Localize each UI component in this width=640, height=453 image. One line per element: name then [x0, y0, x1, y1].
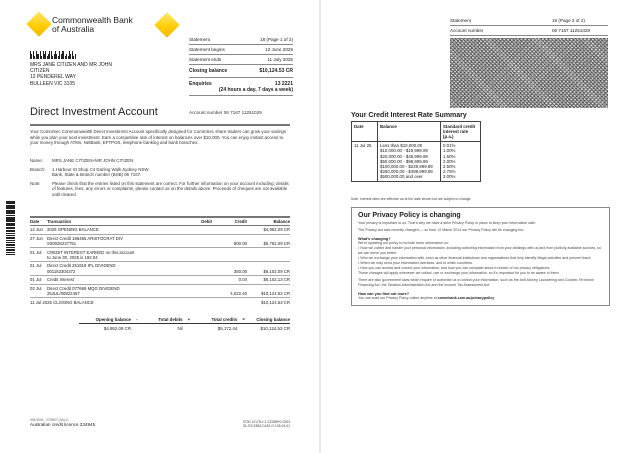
- tier-rate: 3.00%: [443, 174, 456, 180]
- privacy-title: Our Privacy Policy is changing: [358, 212, 461, 219]
- description-line-1: 2025 OPENING BALANCE: [47, 227, 99, 233]
- plus-sign: +: [187, 317, 191, 322]
- transaction-balance: [247, 248, 290, 262]
- rate-header-balance: Balance: [378, 122, 441, 142]
- enquiries-label: Enquiries: [189, 81, 212, 87]
- transaction-credit: 350.00: [212, 262, 247, 276]
- transaction-description: [47, 226, 175, 235]
- header-date: Date: [30, 218, 47, 226]
- tier-balance: $250,000.00 - $499,999.99: [380, 169, 433, 175]
- side-barcode-icon: [6, 201, 15, 255]
- header-debit: Debit: [175, 218, 212, 226]
- header-transaction: Transaction: [47, 218, 175, 226]
- transaction-debit: [175, 284, 212, 298]
- statement-info-box: [189, 35, 293, 96]
- privacy-bullet: • Who we exchange your information with, such as other financial institutions and organisations that help identify illegal activities and prevent fraud.: [358, 256, 603, 261]
- footer-right: [220, 420, 290, 428]
- statement-row-account: [450, 26, 608, 36]
- value: 11 July 2025: [267, 57, 293, 62]
- bank-name-line2: of Australia: [52, 24, 95, 34]
- summary-headers: [79, 317, 290, 324]
- address-line-4: BULLEEN VIC 3105: [30, 80, 76, 87]
- description-line-2: S00025237751: [47, 240, 77, 246]
- privacy-changing-heading: What's changing?: [358, 237, 391, 241]
- summary-closing-label: Closing balance: [256, 317, 290, 322]
- value: $10,124.53 CR: [259, 68, 293, 74]
- privacy-bullet: • How you can access and correct your information, and how you can complain about a breach of our privacy obligations.: [358, 266, 603, 271]
- label: Statement: [450, 18, 471, 23]
- description-line-1: Direct Credit 251919 IPL DIVIDEND: [47, 263, 116, 269]
- transaction-credit: 0.04: [212, 275, 247, 284]
- enquiries: [189, 78, 293, 96]
- summary-closing-value: $10,124.53 CR: [260, 326, 290, 331]
- detail-key: Branch:: [30, 166, 46, 172]
- summary-debits-value: Nil: [177, 326, 183, 331]
- credit-licence: Australian credit licence 234945: [30, 422, 96, 427]
- transaction-date: 01 Jul: [30, 262, 47, 276]
- statement-row-ends: [189, 55, 293, 65]
- tier-rate: 0.01%: [443, 143, 456, 149]
- transaction-row: [30, 248, 290, 262]
- transaction-description: [47, 234, 175, 248]
- closing-desc: 2025 CLOSING BALANCE: [42, 300, 94, 305]
- description-line-2: to June 30, 2025 is 192.04: [47, 254, 98, 260]
- privacy-paragraph: We're updating our policy to include more information on:: [358, 241, 449, 245]
- transaction-row: [30, 284, 290, 298]
- description-line-1: Credit Interest: [47, 277, 74, 283]
- privacy-paragraph: The Privacy Act was recently changed — so from 12 March 2014 our Privacy Policy will be changing too.: [358, 228, 525, 232]
- detail-bsb: Bank, State & Branch number (BSB) 06 7167.: [52, 172, 142, 178]
- transaction-debit: [175, 248, 212, 262]
- label: Closing balance: [189, 68, 228, 74]
- divider: [30, 124, 290, 126]
- account-number: Account number 06 7167 11251029: [189, 110, 262, 115]
- footer-ref-2: SL.R3.S852.D182.O 105.04.01: [243, 424, 290, 429]
- detail-value: Please check that the entries listed on this statement are correct. For further information on your account including; details of features, fees, any errors or complaints, please contact us on the details above. Proceeds of cheques are not available until cleared.: [52, 180, 289, 197]
- privacy-bullet: • When we may send your information overseas, and to which countries.: [358, 261, 603, 266]
- statement-row-closing-balance: [189, 65, 293, 78]
- tier-rate: 2.75%: [443, 169, 456, 175]
- tier-rate: 1.50%: [443, 153, 456, 159]
- rate-summary-title: Your Credit Interest Rate Summary: [351, 112, 467, 119]
- transaction-row: [30, 234, 290, 248]
- bank-name: [52, 16, 133, 34]
- label: Statement: [189, 37, 210, 42]
- detail-value: MRS JANE CITIZEN+MR JOHN CITIZEN: [52, 158, 134, 163]
- transaction-balance: $4,952.09 CR: [247, 226, 290, 235]
- privacy-more-heading: How can you find out more?: [358, 292, 410, 296]
- label: Account number: [450, 28, 484, 33]
- transaction-credit: 4,022.40: [212, 284, 247, 298]
- statement-page-1: [0, 0, 319, 453]
- tier-balance: $50,000.00 - $99,999.99: [380, 158, 428, 164]
- detail-key: Note:: [30, 180, 41, 186]
- detail-branch: [30, 167, 290, 178]
- address-line-3: 12 PENDEREL WAY: [30, 74, 76, 81]
- closing-balance-value: $10,124.53 CR: [261, 300, 290, 305]
- description-line-1: Direct Credit 077669 MQG DIVIDEND: [47, 285, 120, 291]
- transaction-credit: [212, 226, 247, 235]
- rate-header-rate: Standard credit interest rate (p.a.): [441, 122, 481, 142]
- tier-balance: $10,000.00 - $19,999.99: [380, 148, 428, 154]
- transaction-row: [30, 226, 290, 235]
- privacy-more-text: [358, 296, 603, 301]
- balance-summary: [79, 317, 290, 331]
- summary-opening-label: Opening balance: [95, 317, 131, 322]
- transaction-date: 01 Jul: [30, 275, 47, 284]
- transaction-row: [30, 275, 290, 284]
- description-line-2: 001163304372: [47, 268, 76, 274]
- transaction-debit: [175, 275, 212, 284]
- label: Statement ends: [189, 57, 222, 62]
- rate-header-date: Date: [352, 122, 378, 142]
- detail-value: 1 Harbour St Shop C4 Darling Walk Sydney NSW: [52, 166, 149, 172]
- minus-sign: -: [136, 317, 138, 322]
- footer-ref-1: 9700.12178.1.1 ZZ258R0.0303: [242, 420, 290, 424]
- closing-balance-row: [30, 300, 290, 305]
- cba-diamond-logo-icon: [26, 11, 51, 36]
- enquiries-hours: (24 hours a day, 7 days a week): [218, 87, 293, 93]
- transaction-credit: 800.00: [212, 234, 247, 248]
- tier-rate: 1.00%: [443, 148, 456, 154]
- detail-note: [30, 181, 290, 198]
- transaction-description: [47, 262, 175, 276]
- transaction-date: 02 Jul: [30, 284, 47, 298]
- transaction-description: [47, 275, 175, 284]
- address-line-1: MRS JANE CITIZEN AND MR JOHN: [30, 62, 112, 68]
- enquiries-phone: 13 2221: [274, 81, 293, 87]
- tier-balance: $500,000.00 and over: [380, 174, 423, 180]
- tier-balance: $100,000.00 - $249,999.99: [380, 163, 433, 169]
- account-details: [30, 158, 290, 198]
- transaction-row: [30, 262, 290, 276]
- header-credit: Credit: [212, 218, 247, 226]
- transactions-header: [30, 218, 290, 226]
- tier-balance: Less than $10,000.00: [380, 143, 423, 149]
- summary-debits-label: Total debits: [158, 317, 183, 322]
- statement-page-2: [321, 0, 640, 453]
- account-description: Your CommSec Commonwealth Direct Investment Account specifically designed for CommSec share traders can grow your savings while you plan your next investment. Earn a competitive rate of interest on balances over $10,000. You can enjoy instant access to your money through ATMs, NetBank, EFTPOS, telephone banking and bank branches.: [30, 129, 287, 146]
- footer-left: [30, 418, 95, 427]
- 2d-barcode-pattern-icon: [450, 38, 608, 108]
- value: 18 (Page 2 of 2): [552, 18, 585, 23]
- privacy-more-label: You can read our Privacy Policy online anytime at: [358, 296, 438, 300]
- transaction-balance: $10,124.53 CR: [247, 284, 290, 298]
- tier-rate: 2.00%: [443, 158, 456, 164]
- rate-data-row: [352, 141, 481, 181]
- statement-row-number: [189, 35, 293, 45]
- transaction-description: [47, 248, 175, 262]
- label: Statement begins: [189, 47, 225, 52]
- rate-header-row: [352, 122, 481, 142]
- summary-values: [79, 324, 290, 331]
- transaction-date: 01 Jul: [30, 248, 47, 262]
- statement-row-number: [450, 16, 608, 26]
- description-line-2: 25JUL/00822457: [47, 290, 80, 296]
- description-line-1: Direct Credit 186465 ARISTOCRAT DIV: [47, 235, 123, 241]
- rate-note: Note. Interest rates are effective as at the date shown but are subject to change.: [351, 197, 472, 201]
- tier-balance: $20,000.00 - $49,999.99: [380, 153, 428, 159]
- transaction-date: 27 Jun: [30, 234, 47, 248]
- transaction-balance: $6,102.09 CR: [247, 262, 290, 276]
- mailing-address: [30, 62, 150, 87]
- privacy-notice: [351, 207, 610, 306]
- cba-diamond-mark-icon: [154, 12, 179, 37]
- privacy-paragraph: Your privacy is important to us. That's why we have a strict Privacy Policy in place to keep your information safe.: [358, 221, 537, 225]
- address-line-2: CITIZEN: [30, 68, 50, 75]
- summary-credits-label: Total credits: [211, 317, 238, 322]
- transaction-debit: [175, 226, 212, 235]
- equals-sign: =: [242, 317, 245, 322]
- rate-balance-tiers: [378, 141, 441, 181]
- rate-summary-table: [351, 121, 481, 182]
- statement-row-begins: [189, 45, 293, 55]
- transaction-balance: $5,752.09 CR: [247, 234, 290, 248]
- summary-credits-value: $5,172.44: [217, 326, 238, 331]
- detail-name: [30, 158, 290, 164]
- statement-info-box-page-2: [450, 16, 608, 36]
- footer-code: 008 8004 · 27/9807 (SAL1): [30, 418, 69, 422]
- transaction-debit: [175, 234, 212, 248]
- privacy-paragraph: There are also government laws which require or authorise us to collect your information, such as the Anti-Money Laundering and Counter-Terrorism Financing Act, the Taxation Administration Act and the Income Tax Assessment Act.: [358, 278, 594, 287]
- privacy-bullet: • How we collect and handle your personal information, including collecting information from your dealings with us and from publicly available sources, so we can serve you better.: [358, 246, 603, 256]
- header-balance: Balance: [247, 218, 290, 226]
- transaction-balance: $6,102.13 CR: [247, 275, 290, 284]
- rate-date: 11 Jul 25: [352, 141, 378, 181]
- value: 12 June 2025: [265, 47, 293, 52]
- transactions-table: [30, 218, 290, 298]
- postal-barcode-icon: [30, 51, 75, 59]
- bank-name-line1: Commonwealth Bank: [52, 15, 133, 25]
- detail-key: Name:: [30, 158, 43, 163]
- description-line-1: CREDIT INTEREST EARNED on this account: [47, 249, 135, 255]
- transaction-debit: [175, 262, 212, 276]
- transaction-date: 12 Jun: [30, 226, 47, 235]
- rate-values: [441, 141, 481, 181]
- transaction-description: [47, 284, 175, 298]
- tier-rate: 2.50%: [443, 163, 456, 169]
- privacy-policy-link[interactable]: commbank.com.au/privacypolicy: [437, 296, 495, 300]
- page-title: Direct Investment Account: [30, 106, 158, 118]
- privacy-bullets: [358, 246, 603, 271]
- summary-opening-value: $4,952.09 CR: [103, 326, 131, 331]
- value: 06 7167 11251029: [552, 28, 590, 33]
- closing-date: 11 Jul: [30, 300, 42, 305]
- value: 18 (Page 1 of 2): [260, 37, 293, 42]
- transaction-credit: [212, 248, 247, 262]
- privacy-paragraph: These changes will apply whenever we collect, use or exchange your information, so it's important for you to be aware of them.: [358, 271, 560, 275]
